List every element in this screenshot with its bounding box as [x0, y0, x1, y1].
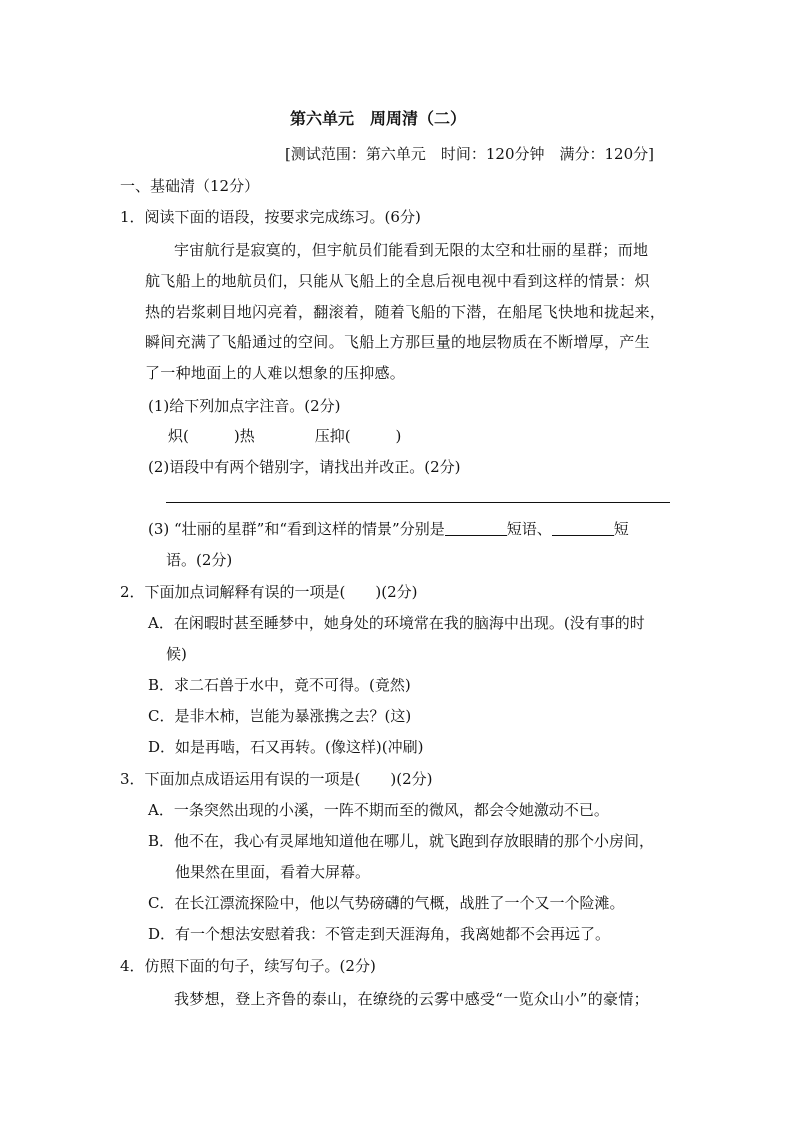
- section-heading: 一、基础清（12分）: [120, 177, 260, 195]
- answer-blank[interactable]: [552, 521, 614, 536]
- question-1-sub3: [148, 518, 629, 540]
- question-1-sub3-cont: 语。(2分): [166, 551, 233, 569]
- question-3-option: C．在长江漂流探险中，他以气势磅礴的气概，战胜了一个又一个险滩。: [148, 894, 625, 912]
- answer-blank[interactable]: [445, 521, 507, 536]
- question-1-passage-line: 瞬间充满了飞船通过的空间。飞船上方那巨量的地层物质在不断增厚，产生: [145, 333, 650, 351]
- question-3-option-cont: 他果然在里面，看着大屏幕。: [175, 863, 371, 881]
- test-meta: [测试范围：第六单元 时间：120分钟 满分：120分]: [285, 145, 654, 163]
- question-1-sub1-items: 炽( )热 压抑( ): [168, 427, 402, 445]
- question-1-stem: 1．阅读下面的语段，按要求完成练习。(6分): [120, 208, 421, 226]
- question-4-stem: 4．仿照下面的句子，续写句子。(2分): [120, 957, 376, 975]
- sub3-text-a: (3) “壮丽的星群”和“看到这样的情景”分别是: [148, 520, 445, 538]
- sub3-text-c: 短: [613, 520, 629, 538]
- question-3-option: B．他不在，我心有灵犀地知道他在哪儿，就飞跑到存放眼睛的那个小房间，: [148, 832, 655, 850]
- answer-line[interactable]: [166, 502, 670, 503]
- question-1-sub1: (1)给下列加点字注音。(2分): [148, 397, 341, 415]
- question-2-option: B．求二石兽于水中，竟不可得。(竟然): [148, 676, 411, 694]
- question-1-passage-line: 航飞船上的地航员们，只能从飞船上的全息后视电视中看到这样的情景：炽: [145, 272, 650, 290]
- question-1-passage-line: 了一种地面上的人难以想象的压抑感。: [145, 364, 406, 382]
- question-4-passage: 我梦想，登上齐鲁的泰山，在缭绕的云雾中感受“一览众山小”的豪情；: [174, 990, 649, 1008]
- question-2-option: D．如是再啮，石又再转。(像这样)(冲刷): [148, 738, 424, 756]
- question-2-option-cont: 候): [166, 645, 187, 663]
- page-title: 第六单元 周周清（二）: [290, 109, 467, 128]
- question-3-option: D．有一个想法安慰着我：不管走到天涯海角，我离她都不会再远了。: [148, 925, 611, 943]
- question-2-option: C．是非木柿，岂能为暴涨携之去？(这): [148, 707, 412, 725]
- question-3-option: A．一条突然出现的小溪，一阵不期而至的微风，都会令她激动不已。: [148, 801, 609, 819]
- question-1-sub2: (2)语段中有两个错别字，请找出并改正。(2分): [148, 458, 461, 476]
- question-3-stem: 3．下面加点成语运用有误的一项是( )(2分): [120, 770, 433, 788]
- question-2-stem: 2．下面加点词解释有误的一项是( )(2分): [120, 583, 418, 601]
- question-2-option: A．在闲暇时甚至睡梦中，她身处的环境常在我的脑海中出现。(没有事的时: [148, 614, 645, 632]
- question-1-passage-line: 热的岩浆刺目地闪亮着，翻滚着，随着飞船的下潜，在船尾飞快地和拢起来，: [145, 303, 666, 321]
- question-1-passage-line: 宇宙航行是寂寞的，但宇航员们能看到无限的太空和壮丽的星群；而地: [174, 241, 649, 259]
- sub3-text-b: 短语、: [506, 520, 552, 538]
